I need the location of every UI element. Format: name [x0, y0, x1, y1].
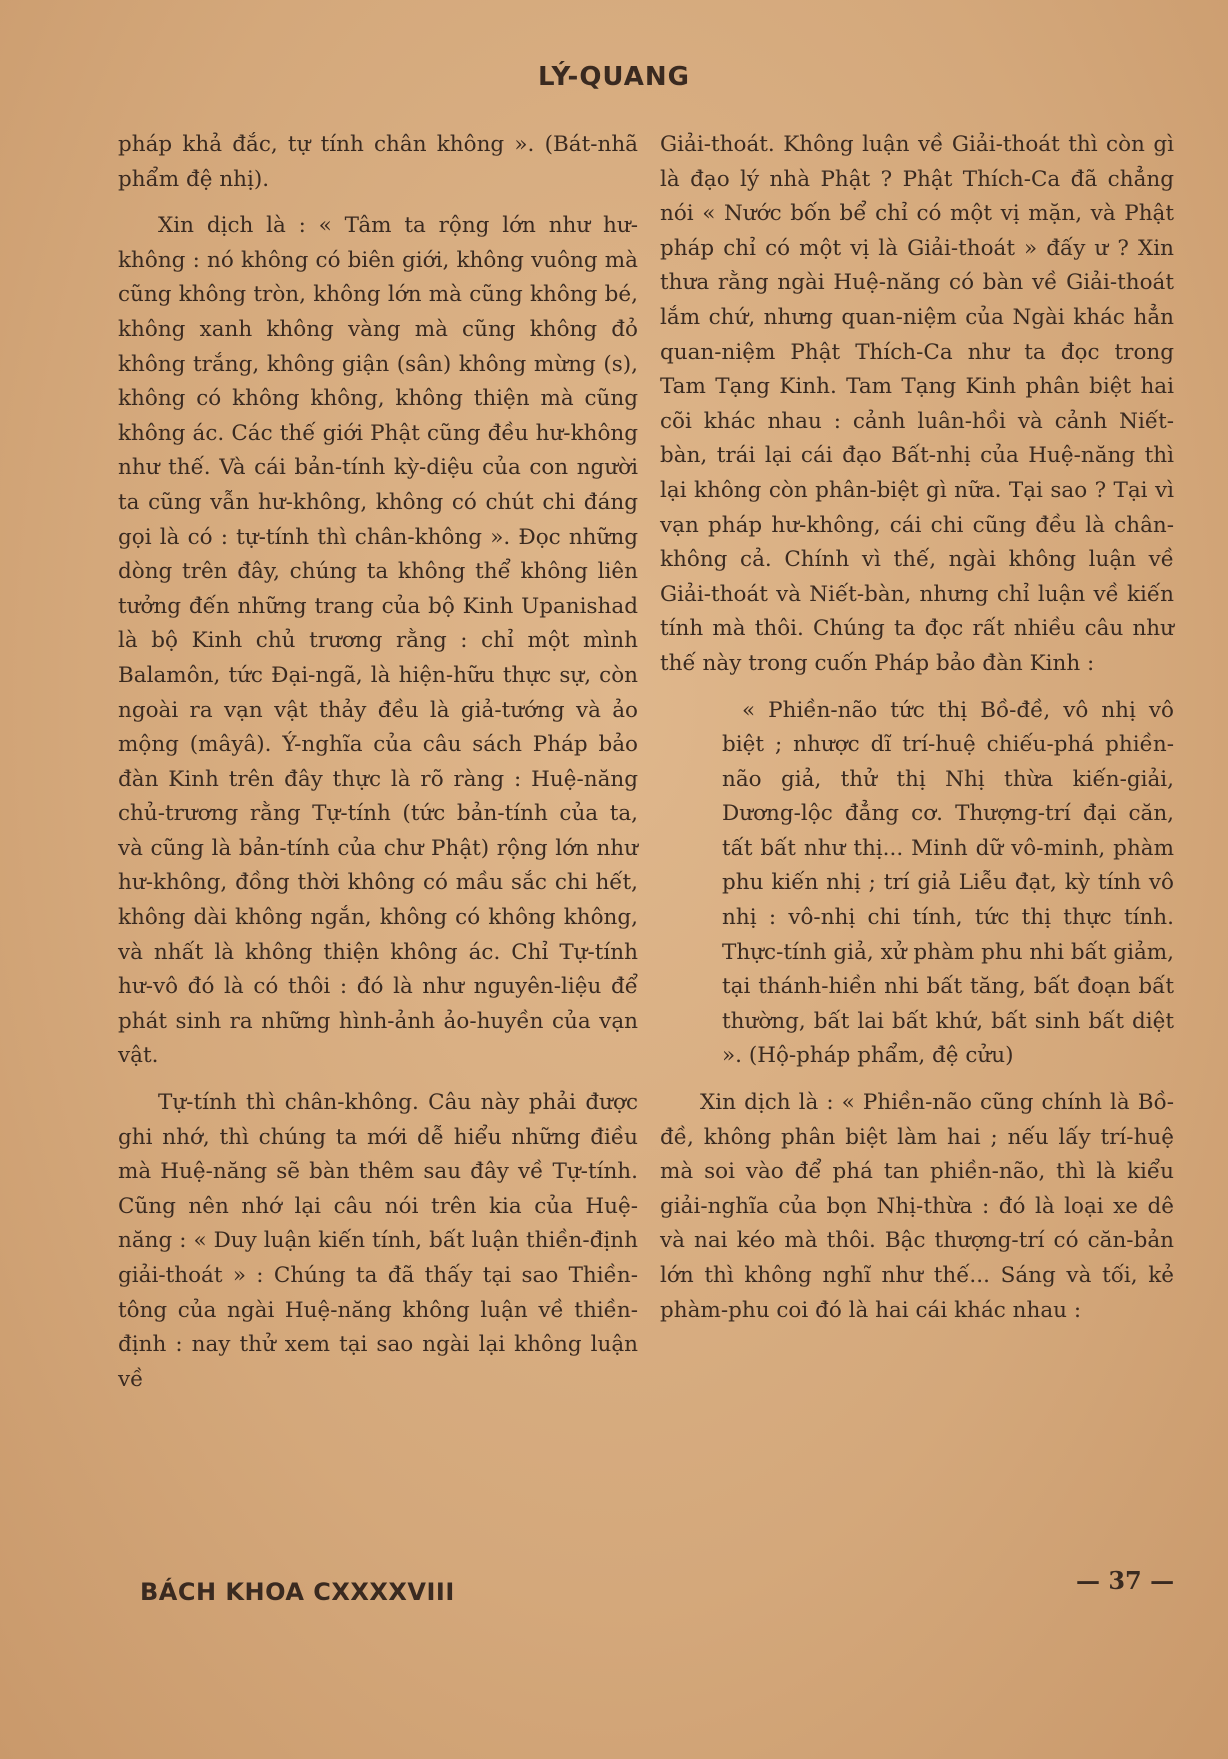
right-paragraph-1: Giải-thoát. Không luận về Giải-thoát thì còn gì là đạo lý nhà Phật ? Phật Thích-Ca đã chẳng nói « Nước bốn bể chỉ có một vị mặn, và Phật pháp chỉ có một vị là Giải-thoát » đấy ư ? Xin thưa rằng ngài Huệ-năng có bàn về Giải-thoát lắm chứ, nhưng quan-niệm của Ngài khác hẳn quan-niệm Phật Thích-Ca như ta đọc trong Tam Tạng Kinh. Tam Tạng Kinh phân biệt hai cõi khác nhau : cảnh luân-hồi và cảnh Niết-bàn, trái lại cái đạo Bất-nhị của Huệ-năng thì lại không còn phân-biệt gì nữa. Tại sao ? Tại vì vạn pháp hư-không, cái chi cũng đều là chân-không cả. Chính vì thế, ngài không luận về Giải-thoát và Niết-bàn, nhưng chỉ luận về kiến tính mà thôi. Chúng ta đọc rất nhiều câu như thế này trong cuốn Pháp bảo đàn Kinh :: [660, 132, 1174, 676]
right-paragraph-2: Xin dịch là : « Phiền-não cũng chính là Bồ-đề, không phân biệt làm hai ; nếu lấy trí-huệ mà soi vào để phá tan phiền-não, thì là kiểu giải-nghĩa của bọn Nhị-thừa : đó là loại xe dê và nai kéo mà thôi. Bậc thượng-trí có căn-bản lớn thì không nghĩ như thế... Sáng và tối, kẻ phàm-phu coi đó là hai cái khác nhau :: [660, 1090, 1174, 1323]
left-paragraph-3: Tự-tính thì chân-không. Câu này phải được ghi nhớ, thì chúng ta mới dễ hiểu những điều mà Huệ-năng sẽ bàn thêm sau đây về Tự-tính. Cũng nên nhớ lại câu nói trên kia của Huệ-năng : « Duy luận kiến tính, bất luận thiền-định giải-thoát » : Chúng ta đã thấy tại sao Thiền-tông của ngài Huệ-năng không luận về thiền-định : nay thử xem tại sao ngài lại không luận về: [118, 1090, 638, 1392]
left-paragraph-2: Xin dịch là : « Tâm ta rộng lớn như hư-không : nó không có biên giới, không vuông mà cũng không tròn, không lớn mà cũng không bé, không xanh không vàng mà cũng không đỏ không trắng, không giận (sân) không mừng (s), không có không không, không thiện mà cũng không ác. Các thế giới Phật cũng đều hư-không như thế. Và cái bản-tính kỳ-diệu của con người ta cũng vẫn hư-không, không có chút chi đáng gọi là có : tự-tính thì chân-không ». Đọc những dòng trên đây, chúng ta không thể không liên tưởng đến những trang của bộ Kinh Upanishad là bộ Kinh chủ trương rằng : chỉ một mình Balamôn, tức Đại-ngã, là hiện-hữu thực sự, còn ngoài ra vạn vật thảy đều là giả-tướng và ảo mộng (mâyâ). Ý-nghĩa của câu sách Pháp bảo đàn Kinh trên đây thực là rõ ràng : Huệ-năng chủ-trương rằng Tự-tính (tức bản-tính của ta, và cũng là bản-tính của chư Phật) rộng lớn như hư-không, đồng thời không có mầu sắc chi hết, không dài không ngắn, không có không không, và nhất là không thiện không ác. Chỉ Tự-tính hư-vô đó là có thôi : đó là như nguyên-liệu để phát sinh ra những hình-ảnh ảo-huyền của vạn vật.: [118, 213, 638, 1069]
right-column: [660, 128, 1174, 1340]
left-column: [118, 128, 638, 1409]
running-header: LÝ-QUANG: [538, 62, 690, 92]
left-paragraph-1: pháp khả đắc, tự tính chân không ». (Bát-nhã phẩm đệ nhị).: [118, 132, 638, 192]
right-quote: « Phiền-não tức thị Bồ-đề, vô nhị vô biệt ; nhược dĩ trí-huệ chiếu-phá phiền-não giả, thử thị Nhị thừa kiến-giải, Dương-lộc đẳng cơ. Thượng-trí đại căn, tất bất như thị... Minh dữ vô-minh, phàm phu kiến nhị ; trí giả Liễu đạt, kỳ tính vô nhị : vô-nhị chi tính, tức thị thực tính. Thực-tính giả, xử phàm phu nhi bất giảm, tại thánh-hiền nhi bất tăng, bất đoạn bất thường, bất lai bất khứ, bất sinh bất diệt ». (Hộ-pháp phẩm, đệ cửu): [722, 697, 1174, 1069]
page-number: — 37 —: [1076, 1566, 1175, 1595]
magazine-footer: BÁCH KHOA CXXXXVIII: [140, 1578, 455, 1606]
